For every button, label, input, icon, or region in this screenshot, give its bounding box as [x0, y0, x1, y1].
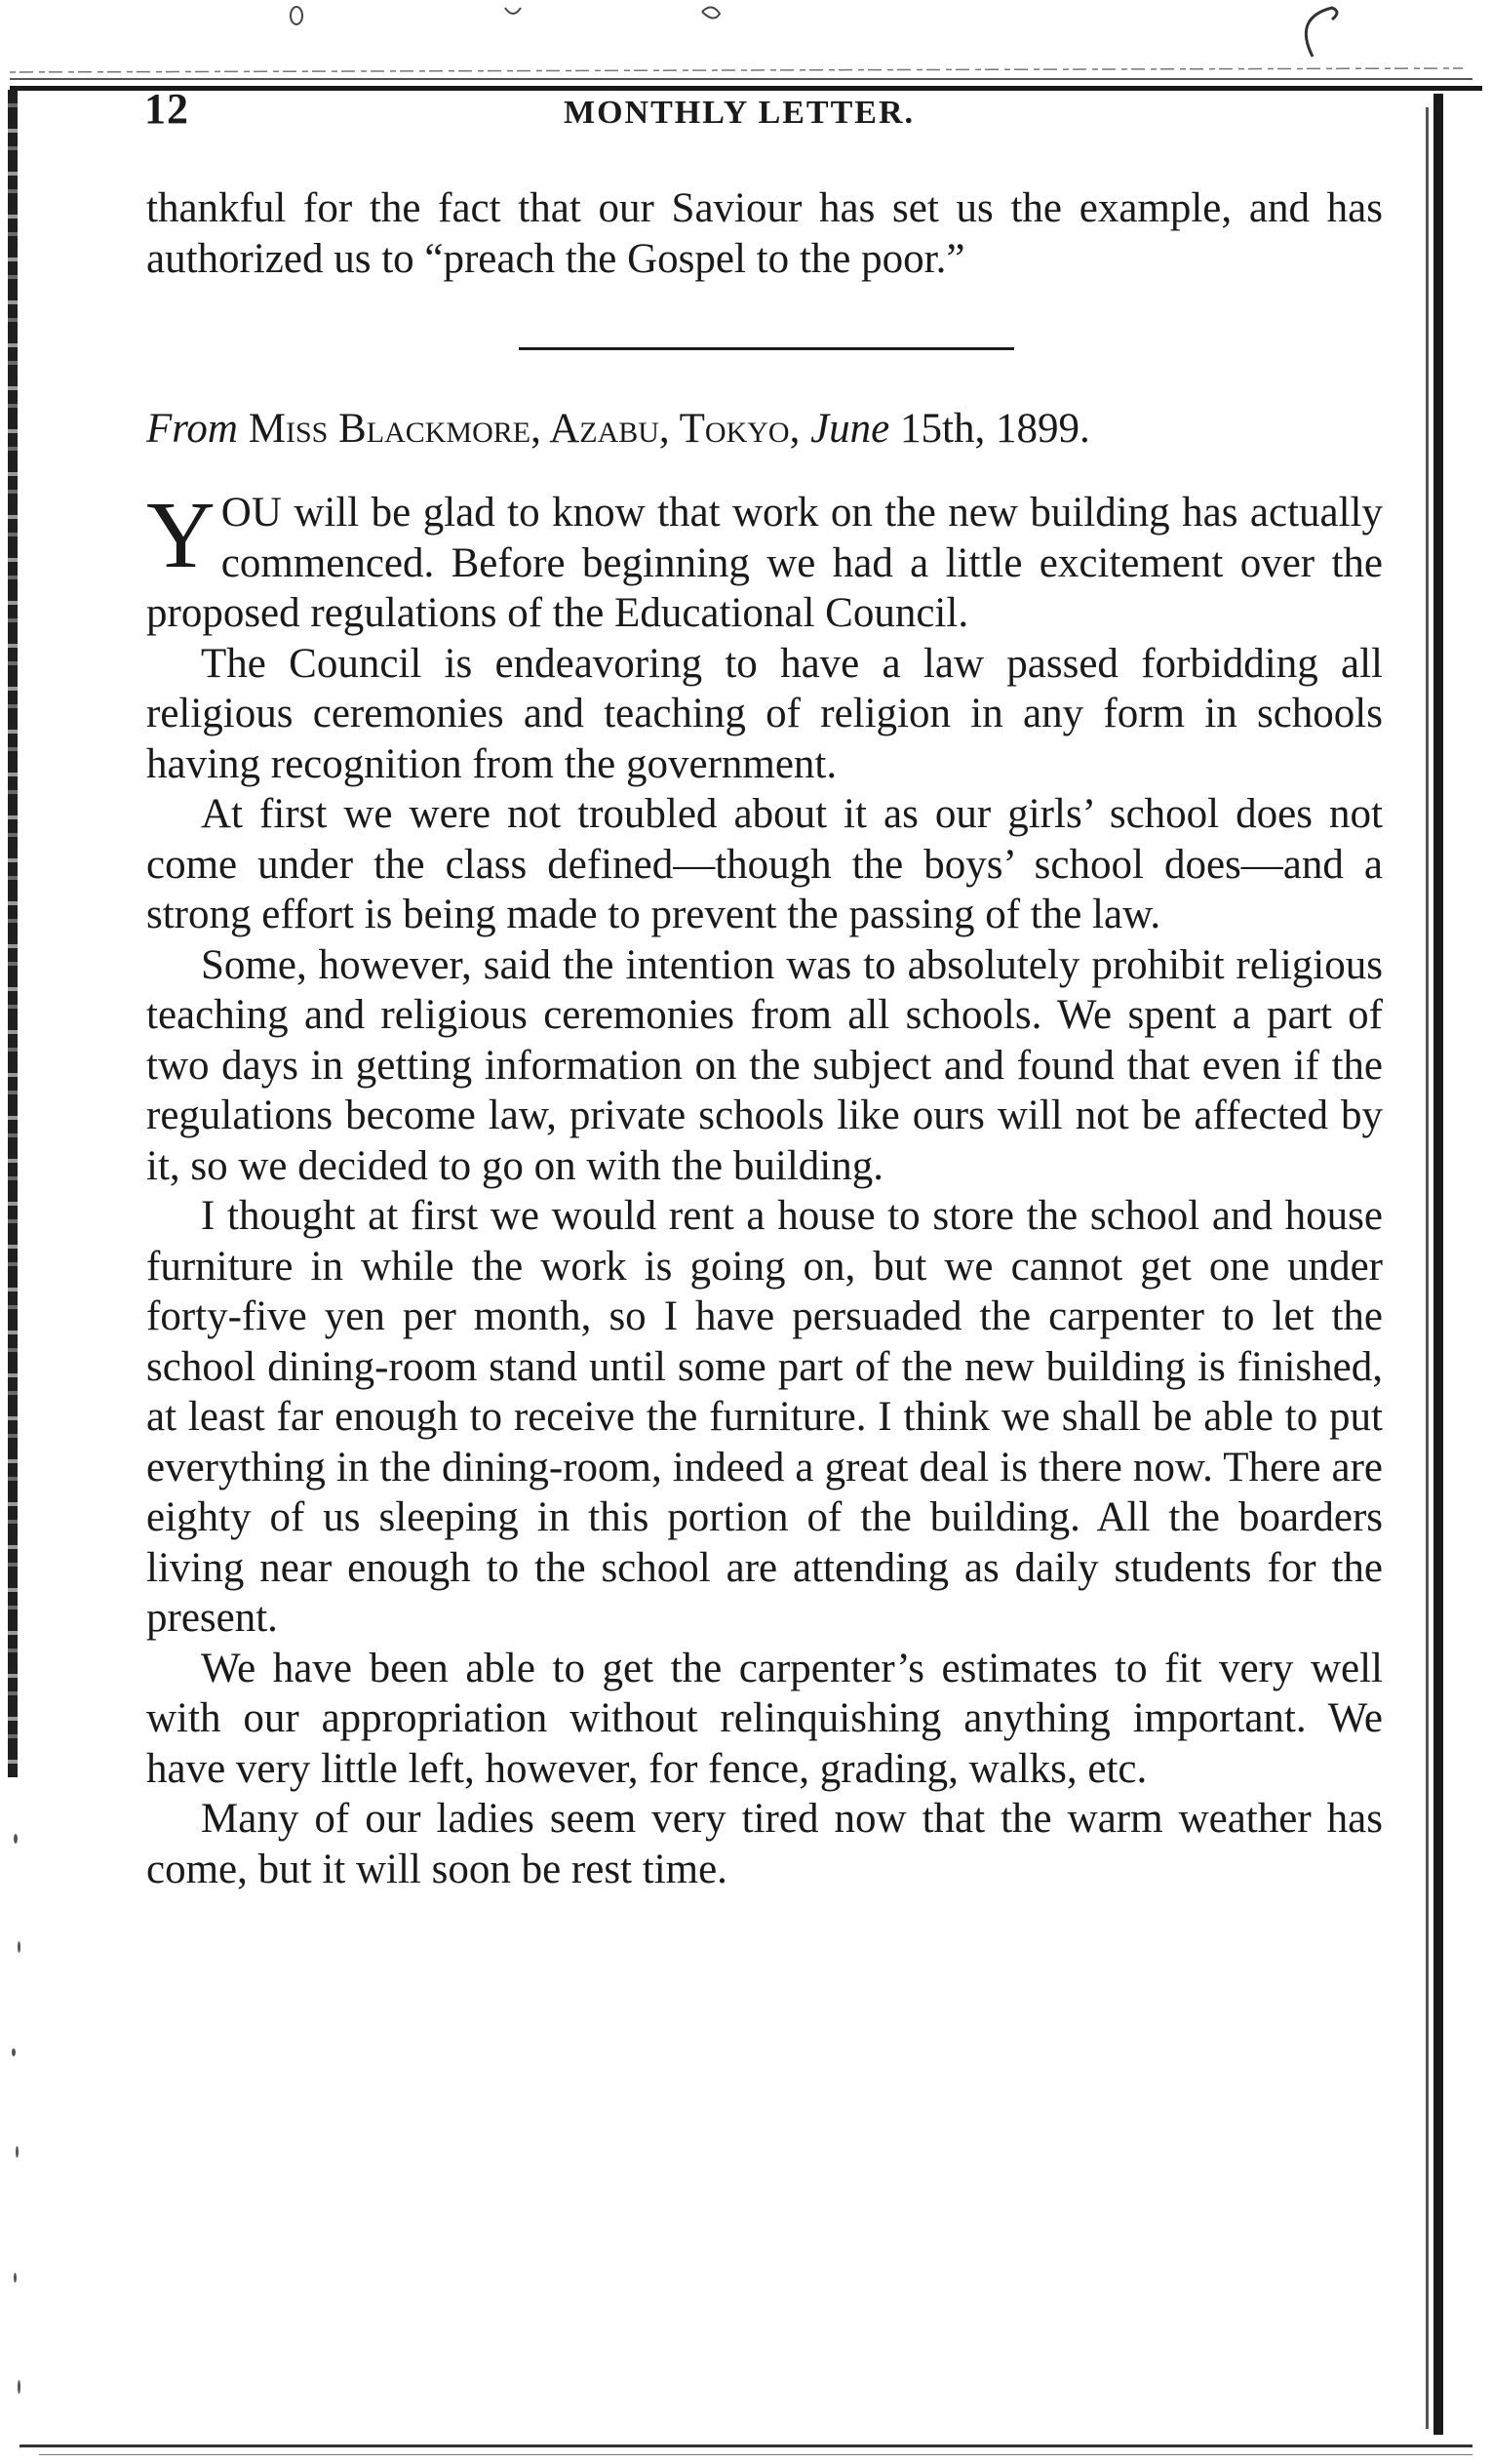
margin-speck	[18, 2380, 20, 2394]
frame-edge-left	[8, 90, 18, 1777]
margin-speck	[16, 2146, 19, 2158]
opening-text: OU will be glad to know that work on the new building has actually commenced. Before beginning we had a little excitement over the proposed regulations of the Educational Council.	[146, 490, 1383, 636]
frame-line-right	[1433, 94, 1443, 2435]
letter-heading	[146, 404, 1383, 455]
frame-line-right-inner	[1426, 107, 1429, 2429]
heading-from: From	[146, 406, 238, 452]
section-divider	[519, 347, 1014, 350]
running-title: MONTHLY LETTER.	[564, 95, 916, 131]
frame-line-top	[10, 86, 1482, 91]
body-paragraph-5: We have been able to get the carpenter’s estimates to fit very well with our appropriation without relinquishing anything important. We have very little left, however, for fence, grading, walks, etc.	[146, 1645, 1383, 1792]
frame-line-top-thin	[10, 78, 1472, 80]
drop-cap: Y	[146, 483, 216, 588]
heading-date-month: June	[810, 406, 890, 452]
page-number: 12	[144, 85, 189, 133]
margin-speck	[14, 1834, 18, 1844]
heading-date-year: 1899.	[995, 406, 1090, 452]
body-paragraph-6: Many of our ladies seem very tired now that the warm weather has come, but it will soon be rest time.	[146, 1796, 1383, 1892]
frame-line-bottom-thin	[39, 2454, 1472, 2455]
scan-marks-top	[0, 0, 1492, 88]
continuation-paragraph: thankful for the fact that our Saviour has set us the example, and has authorized us to “preach the Gospel to the poor.”	[146, 185, 1383, 282]
body-paragraph-3: Some, however, said the intention was to absolutely prohibit religious teaching and religious ceremonies from all schools. We spent a part of two days in getting information on the subject and found that even if the regulations become law, private schools like ours will not be affected by it, so we decided to go on with the building.	[146, 941, 1383, 1189]
heading-sender: Miss Blackmore, Azabu, Tokyo,	[248, 406, 801, 452]
opening-paragraph	[146, 483, 1383, 639]
continuation-block	[146, 183, 1383, 284]
heading-date-day: 15th,	[900, 406, 986, 452]
frame-line-bottom	[20, 2444, 1472, 2447]
body-paragraph-4: I thought at first we would rent a house to store the school and house furniture in while the work is going on, but we cannot get one under forty-five yen per month, so I have persuaded the carpenter to let the school dining-room stand until some part of the new building is finished, at least far enough to receive the furniture. I think we shall be able to put everything in the dining-room, indeed a great deal is there now. There are eighty of us sleeping in this portion of the building. All the boarders living near enough to the school are attending as daily students for the present.	[146, 1193, 1383, 1641]
margin-speck	[18, 1941, 20, 1953]
margin-speck	[14, 2273, 17, 2283]
letter-body	[146, 483, 1383, 1894]
body-paragraph-1: The Council is endeavoring to have a law passed forbidding all religious ceremonies and teaching of religion in any form in schools having recognition from the government.	[146, 640, 1383, 787]
body-paragraph-2: At first we were not troubled about it as our girls’ school does not come under the class defined—though the boys’ school does—and a strong effort is being made to prevent the passing of the law.	[146, 791, 1383, 937]
margin-speck	[12, 2048, 16, 2056]
